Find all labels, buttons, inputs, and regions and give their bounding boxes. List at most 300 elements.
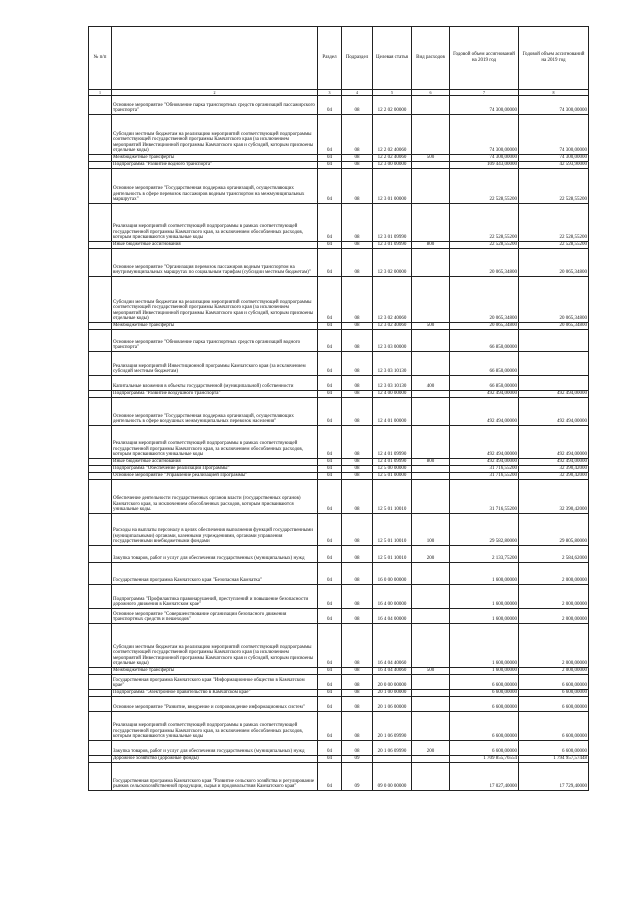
cell-section: 04 [318,675,342,690]
cell-exptype [412,249,450,277]
cell-name: Закупка товаров, работ и услуг для обеспечения государственных (муниципальных) нужд [112,546,318,563]
header-num: № п/п [89,27,112,90]
table-row [89,697,589,712]
cell-target: 20 1 06 00000 [373,697,412,712]
cell-target: 12 3 01 09990 [373,242,412,249]
cell-num [89,741,112,756]
cell-num [89,763,112,791]
cell-amount1: 20 065,34800 [450,277,519,323]
cell-num [89,249,112,277]
cell-amount2: 492 494,00000 [519,426,589,459]
cell-section: 04 [318,763,342,791]
table-row [89,690,589,697]
cell-subsection: 08 [342,242,373,249]
cell-section: 04 [318,330,342,352]
cell-amount1: 1 600,00000 [450,563,519,585]
cell-target: 09 0 00 00000 [373,763,412,791]
cell-amount2: 6 600,00000 [519,712,589,741]
cell-section: 04 [318,624,342,668]
cell-amount2: 74 300,00000 [519,155,589,162]
cell-amount1: 6 600,00000 [450,712,519,741]
cell-exptype: 500 [412,668,450,675]
cell-subsection: 08 [342,480,373,514]
cell-name: Межбюджетные трансферты [112,668,318,675]
cell-num [89,323,112,330]
header-section: Раздел [318,27,342,90]
cell-amount2: 22 528,55200 [519,169,589,204]
table-row [89,376,589,391]
cell-amount2: 2 584,62000 [519,546,589,563]
cell-amount1: 66 850,00000 [450,352,519,376]
cell-amount1: 22 528,55200 [450,204,519,242]
cell-section: 04 [318,426,342,459]
cell-subsection: 08 [342,352,373,376]
cell-target: 12 2 02 00000 [373,96,412,115]
cell-num [89,352,112,376]
cell-target: 12 4 01 09990 [373,426,412,459]
cell-name: Субсидии местным бюджетам на реализацию мероприятий соответствующей подпрограммы соответствующей государственной программы Камчатского края (за исключением мероприятий Инвестиционной программы Камчатского края и субсидий, которым присвоены отдельные коды) [112,277,318,323]
cell-target: 16 4 04 00000 [373,609,412,624]
table-row [89,546,589,563]
cell-amount1: 492 494,00000 [450,426,519,459]
cell-exptype [412,473,450,480]
cell-amount1: 66 850,00000 [450,376,519,391]
cell-name: Межбюджетные трансферты [112,155,318,162]
table-row [89,741,589,756]
cell-target: 12 3 03 10130 [373,376,412,391]
cell-amount2: 6 600,00000 [519,697,589,712]
cell-subsection: 08 [342,277,373,323]
cell-name: Расходы на выплаты персоналу в целях обеспечения выполнения функций государственными (муниципальными) органами, казенными учреждениями, органами управления государственными внебюджетными фондами [112,514,318,546]
cell-target: 12 3 03 10130 [373,352,412,376]
cell-name: Основное мероприятие "Развитие, внедрение и сопровождение информационных систем" [112,697,318,712]
cell-exptype [412,763,450,791]
cell-target: 20 1 06 09990 [373,741,412,756]
cell-exptype [412,204,450,242]
cell-amount1: 1 600,00000 [450,609,519,624]
cell-exptype [412,391,450,398]
cell-subsection: 08 [342,249,373,277]
cell-num [89,756,112,763]
cell-subsection: 08 [342,155,373,162]
table-row [89,712,589,741]
cell-num [89,155,112,162]
cell-name: Государственная программа Камчатского края "Информационное общество в Камчатском крае" [112,675,318,690]
table-row [89,756,589,763]
cell-name: Подпрограмма "Развитие водного транспорта" [112,162,318,169]
cell-amount1: 22 528,55200 [450,169,519,204]
cell-target: 20 1 06 09990 [373,712,412,741]
cell-amount1: 22 528,55200 [450,242,519,249]
cell-num [89,204,112,242]
cell-section: 04 [318,585,342,609]
cell-amount2: 20 065,34800 [519,323,589,330]
index-cell: 5 [373,90,412,96]
index-cell: 7 [450,90,519,96]
cell-exptype [412,697,450,712]
cell-name: Подпрограмма "Электронное правительство в Камчатском крае" [112,690,318,697]
cell-num [89,398,112,426]
cell-section: 04 [318,155,342,162]
cell-exptype [412,690,450,697]
cell-amount2: 32 390,42000 [519,473,589,480]
table-row [89,352,589,376]
cell-name: Иные бюджетные ассигнования [112,459,318,466]
cell-name: Дорожное хозяйство (дорожные фонды) [112,756,318,763]
header-target: Целевая статья [373,27,412,90]
cell-amount1: 31 716,55200 [450,473,519,480]
cell-subsection: 08 [342,690,373,697]
cell-num [89,115,112,155]
cell-exptype [412,426,450,459]
cell-exptype [412,624,450,668]
cell-section: 04 [318,398,342,426]
cell-name: Основное мероприятие "Государственная поддержка организаций, осуществляющих деятельность в сфере воздушных межмуниципальных перевозок населения" [112,398,318,426]
cell-name: Капитальные вложения в объекты государственной (муниципальной) собственности [112,376,318,391]
cell-section: 04 [318,169,342,204]
cell-num [89,391,112,398]
cell-target: 16 0 00 00000 [373,563,412,585]
cell-name: Закупка товаров, работ и услуг для обеспечения государственных (муниципальных) нужд [112,741,318,756]
cell-subsection: 08 [342,514,373,546]
cell-name: Иные бюджетные ассигнования [112,242,318,249]
cell-section: 04 [318,162,342,169]
cell-num [89,376,112,391]
cell-target [373,756,412,763]
cell-name: Государственная программа Камчатского края "Развитие сельского хозяйства и регулирование рынков сельскохозяйственной продукции, сырья и продовольствия Камчатского края" [112,763,318,791]
table-row [89,323,589,330]
cell-exptype: 100 [412,514,450,546]
cell-name: Основное мероприятие "Обновление парка транспортных средств организаций пассажирского транспорта" [112,96,318,115]
cell-section: 04 [318,741,342,756]
cell-amount2: 492 494,00000 [519,398,589,426]
table-row [89,668,589,675]
table-body [89,96,589,791]
cell-amount1: 492 494,00000 [450,398,519,426]
cell-section: 04 [318,697,342,712]
cell-exptype: 200 [412,741,450,756]
table-row [89,169,589,204]
cell-name: Реализация мероприятий Инвестиционной программы Камчатского края (за исключением субсидий местным бюджетам) [112,352,318,376]
table-row [89,473,589,480]
cell-amount1: 74 300,00000 [450,96,519,115]
cell-subsection: 08 [342,323,373,330]
cell-exptype: 200 [412,546,450,563]
table-row [89,115,589,155]
cell-exptype: 500 [412,323,450,330]
cell-target: 12 3 02 40060 [373,323,412,330]
index-cell: 8 [519,90,589,96]
cell-amount1: 1 600,00000 [450,585,519,609]
cell-name: Подпрограмма "Развитие воздушного транспорта" [112,391,318,398]
cell-target: 12 3 01 00000 [373,169,412,204]
cell-target: 16 4 00 00000 [373,585,412,609]
cell-exptype: 500 [412,155,450,162]
cell-num [89,697,112,712]
cell-subsection: 08 [342,466,373,473]
table-row [89,675,589,690]
cell-target: 12 2 02 40060 [373,115,412,155]
table-row [89,426,589,459]
cell-subsection: 08 [342,391,373,398]
cell-name: Реализация мероприятий соответствующей подпрограммы в рамках соответствующей государственной программы Камчатского края, за исключением обособленных расходов, которым присваиваются уникальные коды [112,204,318,242]
cell-amount2 [519,376,589,391]
cell-target: 12 5 00 00000 [373,466,412,473]
cell-section: 04 [318,712,342,741]
cell-section: 04 [318,668,342,675]
cell-amount1: 492 494,00000 [450,459,519,466]
budget-table [88,26,589,791]
cell-exptype [412,96,450,115]
cell-amount2 [519,352,589,376]
header-exptype: Вид расходов [412,27,450,90]
cell-section: 04 [318,96,342,115]
cell-target: 12 4 01 09990 [373,459,412,466]
index-cell: 2 [112,90,318,96]
cell-section: 04 [318,391,342,398]
cell-section: 04 [318,466,342,473]
table-row [89,466,589,473]
cell-exptype [412,169,450,204]
cell-subsection: 08 [342,675,373,690]
cell-amount2: 74 300,00000 [519,96,589,115]
cell-exptype [412,756,450,763]
cell-amount2: 6 600,00000 [519,690,589,697]
cell-amount1: 1 600,00000 [450,624,519,668]
cell-subsection: 08 [342,330,373,352]
table-row [89,480,589,514]
index-cell: 1 [89,90,112,96]
table-row [89,249,589,277]
cell-section: 04 [318,459,342,466]
cell-name: Основное мероприятие "Организация перевозок пассажиров водным транспортом на внутримуниципальных маршрутах по социальным тарифам (субсидии местным бюджетам)" [112,249,318,277]
cell-target: 12 3 03 00000 [373,330,412,352]
header-subsection: Подраздел [342,27,373,90]
cell-target: 12 3 02 40060 [373,277,412,323]
cell-section: 04 [318,756,342,763]
cell-amount2 [519,330,589,352]
cell-target: 12 3 00 00000 [373,162,412,169]
header-name [112,27,318,90]
cell-exptype: 400 [412,376,450,391]
cell-amount2: 6 600,00000 [519,675,589,690]
cell-num [89,162,112,169]
cell-num [89,609,112,624]
cell-target: 12 4 01 00000 [373,398,412,426]
table-row [89,563,589,585]
cell-amount1: 20 065,34800 [450,249,519,277]
table-row [89,96,589,115]
cell-amount1: 66 850,00000 [450,330,519,352]
cell-num [89,585,112,609]
cell-section: 04 [318,376,342,391]
cell-exptype [412,609,450,624]
cell-amount1: 2 133,75200 [450,546,519,563]
table-row [89,459,589,466]
table-row [89,204,589,242]
cell-subsection: 08 [342,204,373,242]
cell-target: 12 5 01 00000 [373,473,412,480]
cell-amount2: 492 494,00000 [519,391,589,398]
cell-amount2: 74 300,00000 [519,115,589,155]
table-row [89,624,589,668]
cell-subsection: 08 [342,697,373,712]
cell-amount1: 109 443,00000 [450,162,519,169]
index-cell: 4 [342,90,373,96]
cell-subsection: 08 [342,376,373,391]
cell-amount2: 492 494,00000 [519,459,589,466]
cell-target: 12 3 01 09990 [373,204,412,242]
table-row [89,162,589,169]
cell-exptype [412,277,450,323]
cell-target: 16 4 04 40060 [373,668,412,675]
cell-subsection: 09 [342,763,373,791]
cell-target: 12 4 00 00000 [373,391,412,398]
cell-amount1: 1 709 855,76554 [450,756,519,763]
cell-num [89,712,112,741]
cell-num [89,514,112,546]
cell-exptype [412,398,450,426]
cell-num [89,563,112,585]
cell-amount2: 2 000,00000 [519,609,589,624]
cell-amount1: 29 582,80000 [450,514,519,546]
cell-section: 04 [318,480,342,514]
cell-num [89,690,112,697]
cell-name: Государственная программа Камчатского края "Безопасная Камчатка" [112,563,318,585]
table-row [89,391,589,398]
cell-num [89,277,112,323]
table-row [89,330,589,352]
index-cell: 3 [318,90,342,96]
cell-target: 20 0 00 00000 [373,675,412,690]
cell-amount1: 17 027,40000 [450,763,519,791]
cell-subsection: 08 [342,96,373,115]
cell-exptype [412,330,450,352]
cell-exptype [412,115,450,155]
cell-section: 04 [318,277,342,323]
cell-subsection: 08 [342,473,373,480]
header-amount2: Годовой объем ассигнований на 2019 год [519,27,589,90]
table-row [89,398,589,426]
cell-subsection: 08 [342,115,373,155]
cell-target: 16 4 04 40060 [373,624,412,668]
cell-amount1: 1 600,00000 [450,668,519,675]
cell-subsection: 08 [342,563,373,585]
cell-target: 12 3 02 00000 [373,249,412,277]
cell-name: Основное мероприятие "Государственная поддержка организаций, осуществляющих деятельность в сфере перевозок пассажиров водным транспортом на межмуниципальных маршрутах" [112,169,318,204]
cell-subsection: 08 [342,546,373,563]
cell-name: Межбюджетные трансферты [112,323,318,330]
cell-target: 12 2 02 40060 [373,155,412,162]
cell-num [89,624,112,668]
cell-section: 04 [318,690,342,697]
cell-section: 04 [318,352,342,376]
cell-amount2: 1 794 957,57448 [519,756,589,763]
cell-amount2: 29 805,80000 [519,514,589,546]
table-row [89,514,589,546]
cell-exptype [412,675,450,690]
cell-num [89,466,112,473]
cell-section: 04 [318,242,342,249]
table-row [89,155,589,162]
cell-num [89,242,112,249]
cell-amount2: 2 000,00000 [519,563,589,585]
cell-name: Основное мероприятие "Обновление парка транспортных средств организаций водного транспорта" [112,330,318,352]
cell-section: 04 [318,514,342,546]
cell-name: Подпрограмма "Профилактика правонарушений, преступлений и повышение безопасности дорожного движения в Камчатском крае" [112,585,318,609]
table-row [89,277,589,323]
cell-amount1: 31 716,55200 [450,466,519,473]
cell-num [89,426,112,459]
cell-section: 04 [318,473,342,480]
cell-exptype [412,162,450,169]
cell-name: Субсидии местным бюджетам на реализацию мероприятий соответствующей подпрограммы соответствующей государственной программы Камчатского края (за исключением мероприятий Инвестиционной программы Камчатского края и субсидий, которым присвоены отдельные коды) [112,115,318,155]
cell-amount2: 22 528,55200 [519,242,589,249]
cell-subsection: 09 [342,756,373,763]
cell-amount1: 31 716,55200 [450,480,519,514]
cell-amount2: 20 065,34800 [519,277,589,323]
cell-exptype [412,466,450,473]
cell-amount1: 6 600,00000 [450,697,519,712]
cell-amount2: 6 600,00000 [519,741,589,756]
cell-amount2: 2 000,00000 [519,668,589,675]
cell-num [89,459,112,466]
cell-amount1: 74 300,00000 [450,155,519,162]
cell-amount2: 2 000,00000 [519,624,589,668]
cell-exptype: 800 [412,242,450,249]
cell-subsection: 08 [342,169,373,204]
cell-subsection: 08 [342,624,373,668]
cell-section: 04 [318,323,342,330]
cell-subsection: 08 [342,668,373,675]
table-row [89,763,589,791]
cell-section: 04 [318,563,342,585]
cell-amount1: 20 065,34800 [450,323,519,330]
cell-target: 20 1 00 00000 [373,690,412,697]
cell-amount1: 6 600,00000 [450,690,519,697]
cell-subsection: 08 [342,426,373,459]
cell-section: 04 [318,546,342,563]
cell-name: Реализация мероприятий соответствующей подпрограммы в рамках соответствующей государственной программы Камчатского края, за исключением обособленных расходов, которым присваиваются уникальные коды [112,712,318,741]
cell-subsection: 08 [342,585,373,609]
cell-num [89,480,112,514]
cell-exptype [412,480,450,514]
cell-amount1: 6 600,00000 [450,675,519,690]
cell-num [89,169,112,204]
cell-num [89,668,112,675]
cell-subsection: 08 [342,712,373,741]
table-row [89,585,589,609]
cell-exptype [412,563,450,585]
cell-target: 12 5 01 10010 [373,480,412,514]
cell-subsection: 08 [342,741,373,756]
cell-amount2: 22 528,55200 [519,204,589,242]
cell-exptype [412,585,450,609]
cell-exptype [412,352,450,376]
cell-num [89,330,112,352]
cell-name: Обеспечение деятельности государственных органов власти (государственных органов) Камчатского края, за исключением обособленных расходов, которым присваиваются уникальные коды. [112,480,318,514]
cell-num [89,96,112,115]
cell-subsection: 08 [342,459,373,466]
cell-name: Основное мероприятие "Совершенствование организации безопасного движения транспортных средств и пешеходов" [112,609,318,624]
cell-amount1: 492 494,00000 [450,391,519,398]
cell-name: Подпрограмма "Обеспечение реализации Программы" [112,466,318,473]
cell-amount1: 74 300,00000 [450,115,519,155]
table-row [89,242,589,249]
cell-amount2: 32 390,42000 [519,466,589,473]
cell-num [89,546,112,563]
cell-amount1: 6 600,00000 [450,741,519,756]
